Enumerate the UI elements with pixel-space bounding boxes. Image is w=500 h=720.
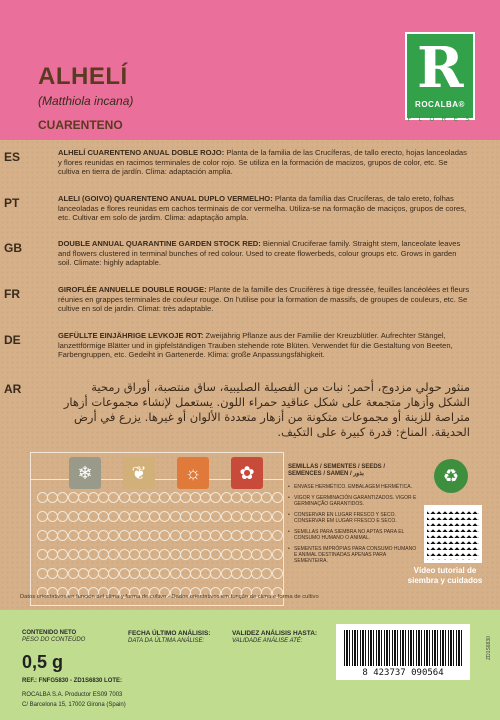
barcode: [336, 624, 470, 680]
net-weight: 0,5 g: [22, 652, 64, 672]
logo-brand: ROCALBA®: [415, 100, 465, 109]
calendar-cell: [68, 568, 79, 579]
seeds-info-item: • SEMENTES IMPRÓPIAS PARA CONSUMO HUMANO E ANIMAL DESTINADAS APENAS PARA SEMENTEIRA.: [288, 546, 420, 564]
calendar-cell: [119, 568, 130, 579]
calendar-row-r5: [31, 568, 283, 580]
barcode-bars: [344, 630, 462, 666]
maple-leaf-icon: ✿: [239, 463, 255, 483]
validity-label-pt: VALIDADE ANÁLISE ATÉ:: [232, 638, 303, 644]
calendar-row-r3: [31, 530, 283, 542]
description-gb: [58, 239, 470, 268]
desc-head: GIROFLÉE ANNUELLE DOUBLE ROUGE:: [58, 285, 207, 294]
lang-code-pt: PT: [4, 196, 20, 210]
calendar-cell: [261, 530, 272, 541]
company-address: C/ Barcelona 15, 17002 Girona (Spain): [22, 702, 126, 708]
calendar-cell: [170, 511, 181, 522]
calendar-cell: [68, 530, 79, 541]
desc-head: GEFÜLLTE EINJÄHRIGE LEVKOJE ROT:: [58, 331, 204, 340]
season-icon-summer: [177, 457, 209, 489]
calendar-cell: [57, 549, 68, 560]
seeds-title: [288, 464, 385, 478]
vertical-code: ZD1S6830: [486, 636, 492, 660]
calendar-cell: [159, 549, 170, 560]
lang-code-ar: AR: [4, 382, 22, 396]
calendar-cell: [261, 492, 272, 503]
lang-code-fr: FR: [4, 287, 20, 301]
calendar-cell: [57, 530, 68, 541]
analysis-date-label-pt: DATA DA ÚLTIMA ANÁLISE:: [128, 638, 205, 644]
calendar-cell: [159, 568, 170, 579]
seeds-title-2: SEMENCES / SAMEN / بذور: [288, 471, 364, 477]
seeds-info-item: • VIGOR Y GERMINACIÓN GARANTIZADOS. VIGOR E GERMINAÇÃO GARANTIDOS.: [288, 495, 420, 507]
calendar-cell: [159, 511, 170, 522]
description-es: [58, 148, 470, 177]
calendar-cell: [221, 549, 232, 560]
calendar-cell: [108, 511, 119, 522]
orientative-note: Datos orientativos en función del clima y forma de cultivo - Dados orientativos em função de clima e forma de cultivo: [20, 594, 319, 600]
calendar-cell: [221, 511, 232, 522]
calendar-cell: [57, 492, 68, 503]
desc-body: Planta da família das Crucíferas, de talo ereto, folhas lanceoladas e flores reunidas em cachos terminais de cor vermelha. Utiliza-se na formação de maciços, grupos de cores, etc. Cultivar em solo de jardim. Clima: adaptação ampla.: [58, 194, 467, 223]
calendar-cell: [68, 549, 79, 560]
calendar-cell: [210, 492, 221, 503]
barcode-number: 8 423737 090564: [362, 668, 444, 678]
calendar-cell: [108, 530, 119, 541]
desc-body: Planta de la familia de las Crucíferas, de tallo erecto, hojas lanceoladas y flores reunidas en racimos terminales de color rojo. Se utiliza en la formación de macizos, grupos de color, etc. Se cultiva en tierra de jardín. Clima: adaptación amplia.: [58, 148, 467, 177]
growing-calendar: [30, 452, 284, 606]
qr-code[interactable]: [424, 505, 482, 563]
snowflake-icon: ❄: [77, 463, 93, 483]
calendar-cell: [170, 568, 181, 579]
calendar-cell: [119, 530, 130, 541]
calendar-cell: [108, 492, 119, 503]
description-fr: [58, 285, 470, 314]
calendar-cell: [221, 568, 232, 579]
reference-lot: REF.: FNFG5830 - ZD1S6830 LOTE:: [22, 678, 123, 684]
lang-code-gb: GB: [4, 241, 22, 255]
calendar-cell: [159, 530, 170, 541]
desc-body: Plante de la famille des Crucifères à tige dressée, feuilles lancéolées et fleurs réunies en grappes terminales de couleur rouge. On l'utilise pour la formation de massifs, de groupes de couleurs, etc. Se cultive en sol de jardin. Climat: très adaptable.: [58, 285, 470, 314]
calendar-cell: [221, 530, 232, 541]
description-de: [58, 331, 470, 360]
green-point-icon: ♻: [434, 459, 468, 493]
logo-tagline: F L O R E S: [407, 117, 473, 123]
product-title: ALHELÍ: [38, 63, 128, 90]
calendar-cell: [68, 511, 79, 522]
calendar-cell: [57, 511, 68, 522]
calendar-cell: [272, 511, 283, 522]
video-tutorial-label: [400, 566, 490, 586]
calendar-cell: [210, 530, 221, 541]
rocalba-logo: [405, 32, 475, 120]
variety-name: CUARENTENO: [38, 118, 123, 132]
calendar-cell: [57, 568, 68, 579]
calendar-cell: [261, 511, 272, 522]
desc-head: ALHELÍ CUARENTENO ANUAL DOBLE ROJO:: [58, 148, 225, 157]
calendar-cell: [210, 549, 221, 560]
calendar-cell: [170, 530, 181, 541]
calendar-cell: [170, 492, 181, 503]
calendar-cell: [119, 549, 130, 560]
calendar-cell: [221, 492, 232, 503]
lang-code-de: DE: [4, 333, 21, 347]
seeds-info-item: • SEMILLAS PARA SIEMBRA NO APTAS PARA EL CONSUMO HUMANO O ANIMAL.: [288, 529, 420, 541]
calendar-cell: [210, 568, 221, 579]
desc-head: ALELI (GOIVO) QUARENTENO ANUAL DUPLO VERMELHO:: [58, 194, 273, 203]
calendar-row-sowing: [31, 492, 283, 504]
calendar-cell: [159, 492, 170, 503]
video-line-1: Vídeo tutorial de: [413, 566, 477, 575]
calendar-cell: [272, 492, 283, 503]
leaf-icon: ❦: [131, 463, 147, 483]
calendar-cell: [119, 492, 130, 503]
content-label-pt: PESO DO CONTEÚDO: [22, 637, 86, 643]
video-line-2: siembra y cuidados: [407, 576, 483, 585]
calendar-grid: [31, 486, 283, 604]
seeds-info-list: [288, 484, 420, 569]
calendar-cell: [68, 492, 79, 503]
description-pt: [58, 194, 470, 223]
lang-code-es: ES: [4, 150, 21, 164]
calendar-cell: [261, 549, 272, 560]
validity-label: VALIDEZ ANÁLISIS HASTA:: [232, 630, 318, 637]
logo-letter: R: [417, 35, 464, 101]
calendar-cell: [272, 549, 283, 560]
desc-head: DOUBLE ANNUAL QUARANTINE GARDEN STOCK RED:: [58, 239, 261, 248]
latin-name: (Matthiola incana): [38, 94, 134, 108]
seeds-title-1: SEMILLAS / SEMENTES / SEEDS /: [288, 464, 386, 470]
analysis-date-label: FECHA ÚLTIMO ANÁLISIS:: [128, 630, 211, 637]
calendar-cell: [119, 511, 130, 522]
season-icon-spring: [123, 457, 155, 489]
content-label: CONTENIDO NETO: [22, 630, 77, 636]
desc-body: Zweijährig Pflanze aus der Familie der Kreuzblütler. Aufrechter Stängel, lanzettförmige Blätter und in gipfelständigen Trauben stehende rote Blüten. Verwendet für die Gestaltung von Beeten, Farbengruppen, etc. Gedeiht in Gartenerde. Klima: große Anpassungsfähigkeit.: [58, 331, 453, 360]
calendar-cell: [108, 568, 119, 579]
calendar-cell: [272, 530, 283, 541]
season-icon-autumn: [231, 457, 263, 489]
desc-body: Biennial Cruciferae family. Straight stem, lanceolate leaves and flowers clustered in terminal bunches of red colour. Used to create flowerbeds, colour groups etc. Grows in garden soil. Climate: highly adaptable.: [58, 239, 461, 268]
calendar-cell: [210, 511, 221, 522]
calendar-cell: [272, 568, 283, 579]
seeds-info-item: • ENVASE HERMÉTICO. EMBALAGEM HERMÉTICA.: [288, 484, 420, 490]
calendar-cell: [170, 549, 181, 560]
company-producer: ROCALBA S.A. Productor ES09 7003: [22, 692, 123, 698]
description-ar: منثور حولي مزدوج، أحمر: نبات من الفصيلة الصليبية، ساق منتصبة، أوراق رمحية الشكل وأزهار متجمعة على شكل عناقيد حمراء اللون. يستعمل لإنشاء مجموعات أزهار متراصة للزينة أو مجموعات متكونة من أزهار متعددة الألوان أو غيرها. يزرع في أرض الحديقة. المناخ: قدرة كبيرة على التكيف.: [63, 380, 470, 439]
calendar-row-r4: [31, 549, 283, 561]
sun-icon: ☼: [184, 463, 202, 483]
seeds-info-item: • CONSERVAR EN LUGAR FRESCO Y SECO. CONSERVAR EM LUGAR FRESCO E SECO.: [288, 512, 420, 524]
calendar-cell: [108, 549, 119, 560]
calendar-cell: [261, 568, 272, 579]
calendar-row-r2: [31, 511, 283, 523]
season-icon-winter: [69, 457, 101, 489]
